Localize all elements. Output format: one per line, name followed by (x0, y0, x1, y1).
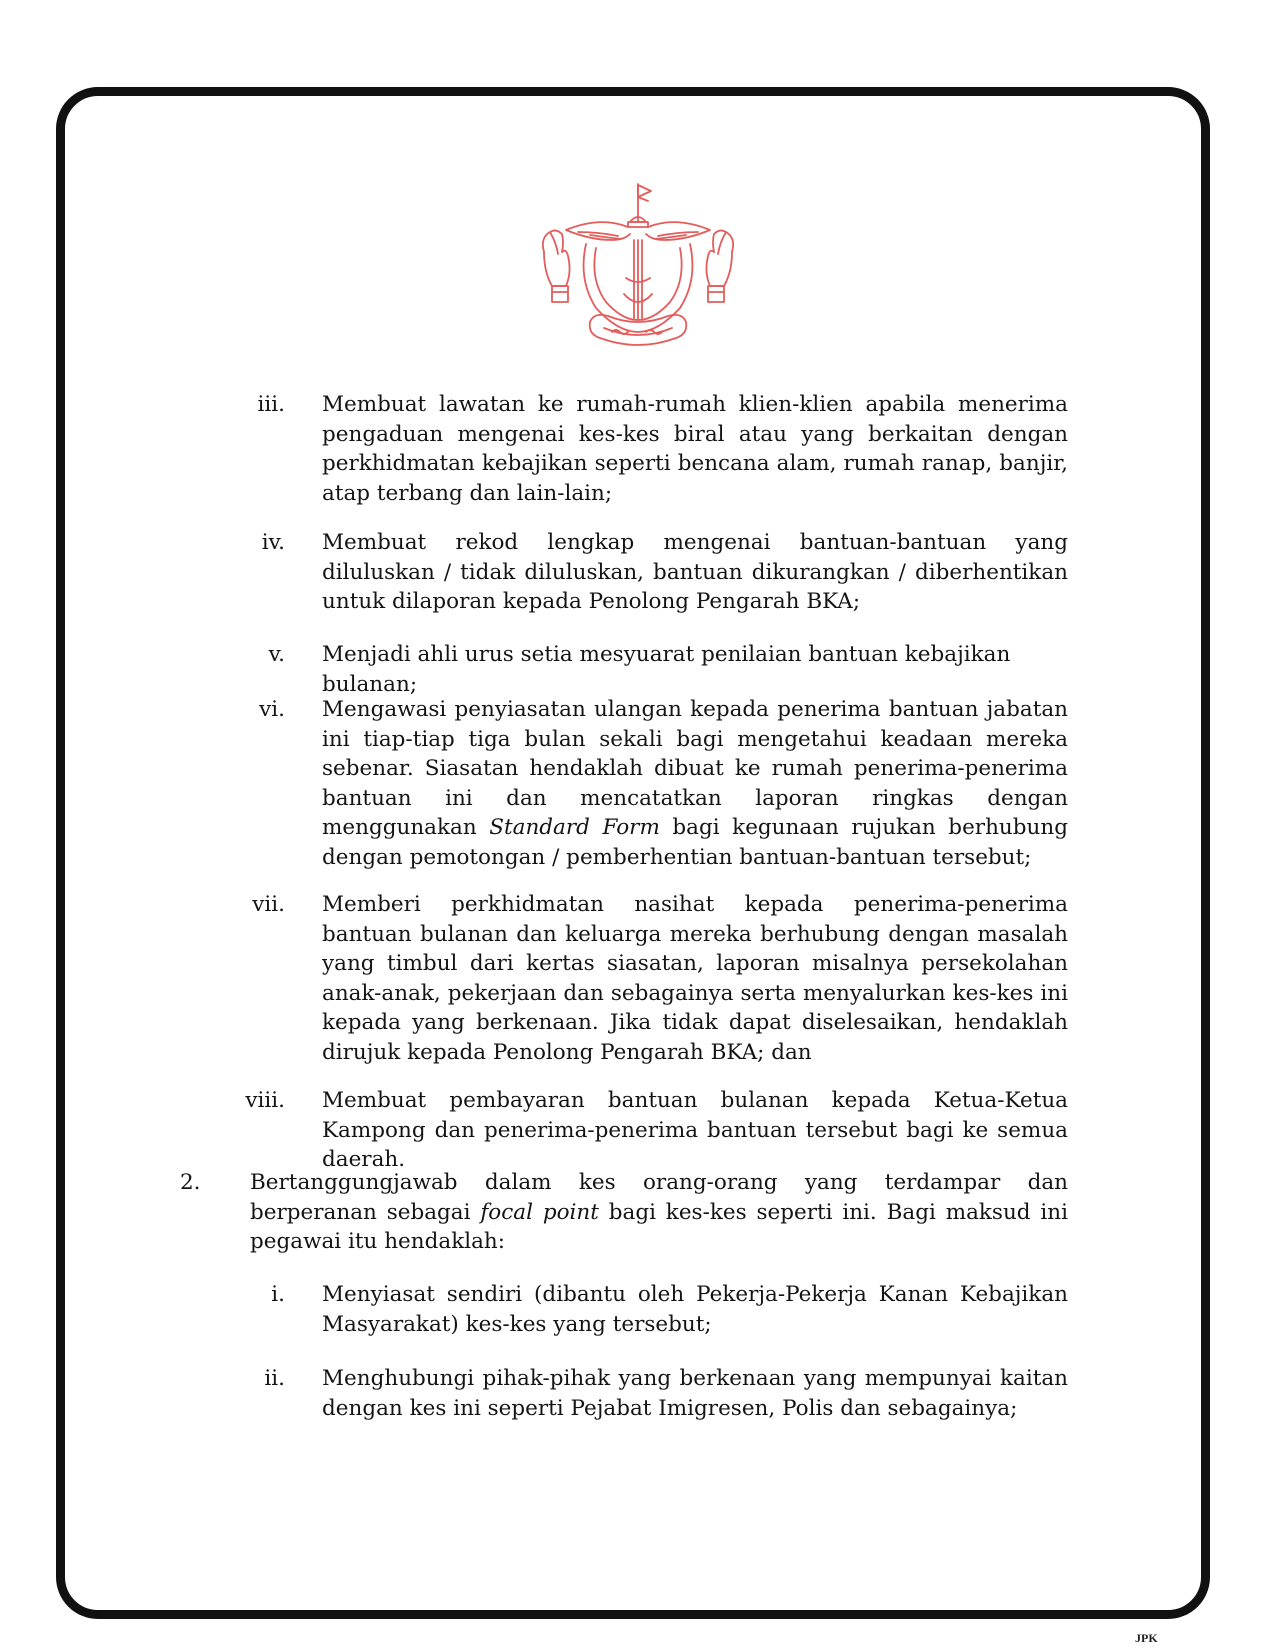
emphasis-text: focal point (480, 1199, 599, 1225)
list-item-number: vi. (259, 697, 285, 722)
footer-code: JPK (1135, 1631, 1158, 1645)
list-item-text-part: Bertanggungjawab dalam kes orang-orang yang terdampar dan berperanan sebagai (250, 1170, 1068, 1225)
list-item-text: Membuat rekod lengkap mengenai bantuan-bantuan yang diluluskan / tidak diluluskan, bantuan dikurangkan / diberhentikan untuk dilaporan kepada Penolong Pengarah BKA; (322, 530, 1068, 614)
list-item-number: vii. (252, 892, 285, 917)
list-item-number: ii. (264, 1366, 285, 1391)
list-item-number: iii. (257, 392, 285, 417)
list-item-text (250, 1168, 1068, 1257)
list-item-number: v. (268, 642, 285, 667)
list-item-text (322, 695, 1068, 872)
list-item-number: 2. (180, 1170, 201, 1195)
list-item-text: Membuat lawatan ke rumah-rumah klien-klien apabila menerima pengaduan mengenai kes-kes biral atau yang berkaitan dengan perkhidmatan kebajikan seperti bencana alam, rumah ranap, banjir, atap terbang dan lain-lain; (322, 392, 1068, 506)
list-item-text: Menjadi ahli urus setia mesyuarat penilaian bantuan kebajikan bulanan; (322, 642, 1011, 697)
list-item-text: Menghubungi pihak-pihak yang berkenaan yang mempunyai kaitan dengan kes ini seperti Pejabat Imigresen, Polis dan sebagainya; (322, 1366, 1068, 1421)
emphasis-text: Standard Form (489, 815, 660, 840)
list-item-text-part: bagi kegunaan rujukan berhubung dengan pemotongan / pemberhentian bantuan-bantuan tersebut; (322, 815, 1068, 870)
list-item-text: Membuat pembayaran bantuan bulanan kepada Ketua-Ketua Kampong dan penerima-penerima bantuan tersebut bagi ke semua daerah. (322, 1088, 1068, 1172)
list-item-number: i. (271, 1282, 285, 1307)
list-item-number: viii. (245, 1088, 285, 1113)
crest-emblem (538, 182, 738, 354)
list-item-text-part: Mengawasi penyiasatan ulangan kepada penerima bantuan jabatan ini tiap-tiap tiga bulan sekali bagi mengetahui keadaan mereka sebenar. Siasatan hendaklah dibuat ke rumah penerima-penerima bantuan ini dan mencatatkan laporan ringkas dengan menggunakan (322, 697, 1068, 840)
list-item-number: iv. (261, 530, 285, 555)
list-item-text: Menyiasat sendiri (dibantu oleh Pekerja-Pekerja Kanan Kebajikan Masyarakat) kes-kes yang tersebut; (322, 1282, 1068, 1337)
list-item-text-part: bagi kes-kes seperti ini. Bagi maksud ini pegawai itu hendaklah: (250, 1199, 1068, 1254)
list-item-text: Memberi perkhidmatan nasihat kepada penerima-penerima bantuan bulanan dan keluarga mereka berhubung dengan masalah yang timbul dari kertas siasatan, laporan misalnya persekolahan anak-anak, pekerjaan dan sebagainya serta menyalurkan kes-kes ini kepada yang berkenaan. Jika tidak dapat diselesaikan, hendaklah dirujuk kepada Penolong Pengarah BKA; dan (322, 892, 1068, 1065)
